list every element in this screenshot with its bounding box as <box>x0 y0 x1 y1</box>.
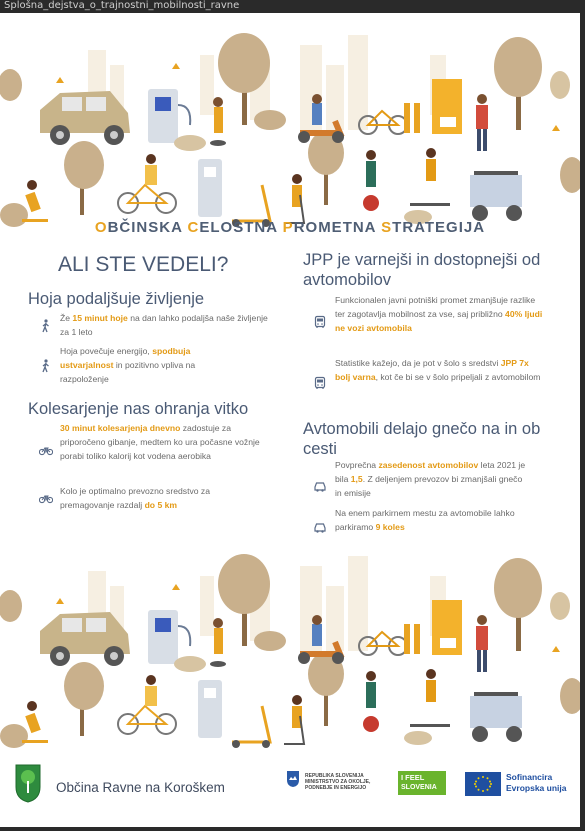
cars-fact-1 <box>335 458 530 500</box>
did-you-know-title: ALI STE VEDELI? <box>58 253 229 276</box>
cycling-fact-1 <box>60 421 265 463</box>
fact-highlight: 30 minut kolesarjenja dnevno <box>60 423 181 433</box>
walking-person-icon <box>39 359 53 373</box>
i-feel-slovenia-line: SLOVENIA <box>401 784 437 791</box>
fact-text: Povprečna <box>335 460 379 470</box>
fact-highlight: do 5 km <box>144 500 178 510</box>
cars-heading: Avtomobili delajo gnečo na in ob cesti <box>303 420 541 458</box>
bus-icon <box>313 315 327 329</box>
bicycle-icon <box>39 491 53 505</box>
headline-initial: P <box>282 219 294 236</box>
poster-page <box>0 13 580 827</box>
fact-text: in pozitivno vpliva na razpoloženje <box>60 360 196 384</box>
cycling-heading: Kolesarjenje nas ohranja vitko <box>28 400 249 418</box>
fact-highlight: 9 koles <box>375 522 405 532</box>
eu-flag-icon <box>465 772 501 796</box>
fact-text: , kot če bi se v šolo pripeljali z avtomobilom <box>375 372 541 382</box>
walking-fact-1 <box>60 311 270 339</box>
walking-heading: Hoja podaljšuje življenje <box>28 290 205 308</box>
eu-cofinancing-text <box>506 772 566 794</box>
car-icon <box>313 520 327 534</box>
fact-text: na dan lahko podaljša naše življenje za 1 leto <box>60 313 268 337</box>
fact-text: leta 2021 je bila <box>335 460 526 484</box>
fact-text: Na enem parkirnem mestu za avtomobile lahko parkiramo <box>335 508 515 532</box>
walking-fact-2 <box>60 344 240 386</box>
fact-text: Kolo je optimalno prevozno sredstvo za premagovanje razdalj <box>60 486 210 510</box>
municipality-name: Občina Ravne na Koroškem <box>56 780 225 795</box>
headline-initial: S <box>381 219 393 236</box>
ministry-line: PODNEBJE IN ENERGIJO <box>305 785 367 791</box>
fact-text: Hoja povečuje energijo, <box>60 346 153 356</box>
headline-rest: ROMETNA <box>293 219 382 236</box>
fact-text: Že <box>60 313 73 323</box>
fact-highlight: 15 minut hoje <box>72 313 128 323</box>
transit-fact-1 <box>335 293 545 335</box>
fact-text: Statistike kažejo, da je pot v šolo s sredstvi <box>335 358 501 368</box>
headline-rest: BČINSKA <box>107 219 188 236</box>
fact-text: zadostuje za priporočeno gibanje, medtem ko ura počasne vožnje porabi toliko kalorij kot vodena aerobika <box>60 423 260 461</box>
top-mobility-illustration <box>0 25 580 230</box>
transit-heading: JPP je varnejši in dostopnejši od avtomobilov <box>303 251 541 289</box>
headline-rest: ELOSTNA <box>199 219 283 236</box>
bottom-mobility-illustration <box>0 546 580 751</box>
walking-person-icon <box>39 319 53 333</box>
transit-fact-2 <box>335 356 545 384</box>
strategy-headline <box>0 219 580 236</box>
i-feel-slovenia-line: I FEEL <box>401 773 425 782</box>
fact-text: Funkcionalen javni potniški promet zmanjšuje razlike ter zagotavlja mobilnost za vse, saj približno <box>335 295 536 319</box>
headline-rest: TRATEGIJA <box>392 219 486 236</box>
eu-line: Evropska unija <box>506 783 567 793</box>
window-title: Splošna_dejstva_o_trajnostni_mobilnosti_ravne <box>4 0 240 11</box>
headline-initial: O <box>94 219 108 236</box>
cars-fact-2 <box>335 506 535 534</box>
municipality-coat-of-arms-icon <box>14 763 42 803</box>
car-icon <box>313 479 327 493</box>
bus-icon <box>313 376 327 390</box>
fact-text: . Z deljenjem prevozov bi zmanjšali gnečo in emisije <box>335 474 523 498</box>
ministry-logo-text <box>305 773 370 791</box>
fact-highlight: 1,5 <box>350 474 363 484</box>
i-feel-slovenia-logo <box>398 771 446 795</box>
fact-highlight: 40% ljudi ne vozi avtomobila <box>335 309 543 333</box>
fact-highlight: zasedenost avtomobilov <box>378 460 479 470</box>
fact-highlight: JPP 7x bolj varna <box>335 358 529 382</box>
ministry-line: MINISTRSTVO ZA OKOLJE, <box>305 779 371 785</box>
bicycle-icon <box>39 443 53 457</box>
ministry-line: REPUBLIKA SLOVENIJA <box>305 773 364 779</box>
slovenia-coat-of-arms-icon <box>286 770 300 788</box>
cycling-fact-2 <box>60 484 250 512</box>
eu-line: Sofinancira <box>506 772 553 782</box>
fact-highlight: spodbuja ustvarjalnost <box>60 346 191 370</box>
headline-initial: C <box>187 219 200 236</box>
